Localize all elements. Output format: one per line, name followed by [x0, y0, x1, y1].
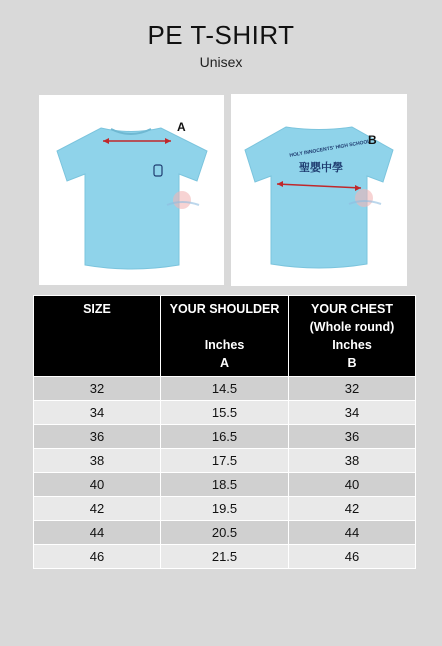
cell-chest: 36 — [289, 425, 416, 449]
cell-size: 42 — [34, 497, 161, 521]
header-chest-line3: Inches — [332, 338, 372, 352]
back-chinese-text: 聖嬰中學 — [299, 161, 343, 174]
table-row — [34, 521, 416, 545]
cell-size: 36 — [34, 425, 161, 449]
table-row — [34, 401, 416, 425]
header-shoulder — [161, 296, 289, 377]
cell-size: 40 — [34, 473, 161, 497]
table-row — [34, 377, 416, 401]
cell-shoulder: 15.5 — [161, 401, 289, 425]
cell-chest: 38 — [289, 449, 416, 473]
back-print-text: HOLY INNOCENTS' HIGH SCHOOL — [289, 138, 371, 159]
header-shoulder-line2 — [163, 318, 286, 336]
cell-shoulder: 17.5 — [161, 449, 289, 473]
header-shoulder-line4: A — [219, 356, 230, 370]
table-row — [34, 473, 416, 497]
cell-shoulder: 19.5 — [161, 497, 289, 521]
cell-chest: 32 — [289, 377, 416, 401]
cell-size: 38 — [34, 449, 161, 473]
header-shoulder-line3: Inches — [204, 338, 245, 352]
header-size — [34, 296, 161, 377]
cell-chest: 34 — [289, 401, 416, 425]
cell-size: 32 — [34, 377, 161, 401]
tshirt-back-icon — [231, 94, 407, 286]
cell-size: 44 — [34, 521, 161, 545]
cell-shoulder: 21.5 — [161, 545, 289, 569]
header-chest-line2: (Whole round) — [309, 320, 395, 334]
cell-shoulder: 14.5 — [161, 377, 289, 401]
cell-shoulder: 16.5 — [161, 425, 289, 449]
size-table — [33, 295, 416, 569]
table-row — [34, 425, 416, 449]
header-chest-line4: B — [347, 356, 357, 370]
cell-chest: 44 — [289, 521, 416, 545]
cell-chest: 46 — [289, 545, 416, 569]
header-chest — [289, 296, 416, 377]
table-row — [34, 449, 416, 473]
cell-size: 46 — [34, 545, 161, 569]
tshirt-back-image — [231, 94, 407, 286]
table-header-row — [34, 296, 416, 377]
cell-chest: 40 — [289, 473, 416, 497]
header-size-line1: SIZE — [83, 302, 111, 316]
table-row — [34, 497, 416, 521]
table-row — [34, 545, 416, 569]
tshirt-front-icon — [39, 95, 224, 285]
header-chest-line1: YOUR CHEST — [311, 302, 393, 316]
page-title: PE T-SHIRT — [147, 20, 295, 50]
cell-shoulder: 20.5 — [161, 521, 289, 545]
cell-shoulder: 18.5 — [161, 473, 289, 497]
cell-size: 34 — [34, 401, 161, 425]
cell-chest: 42 — [289, 497, 416, 521]
header-shoulder-line1: YOUR SHOULDER — [169, 302, 280, 316]
marker-b: B — [368, 133, 377, 147]
marker-a: A — [177, 120, 186, 134]
page-subtitle: Unisex — [199, 54, 243, 70]
tshirt-front-image — [39, 95, 224, 285]
